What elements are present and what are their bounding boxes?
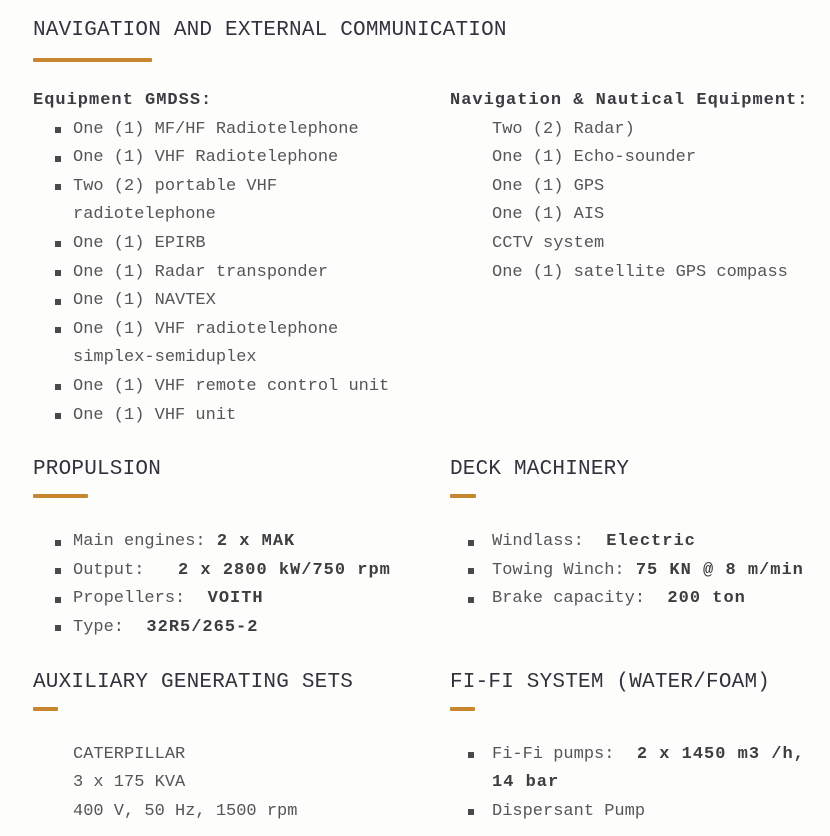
square-bullet-icon — [468, 540, 474, 546]
list-item — [33, 528, 450, 557]
item-value: 200 ton — [645, 589, 746, 609]
item-label: Output: — [73, 560, 145, 580]
square-bullet-icon — [55, 127, 61, 133]
section-propulsion — [33, 458, 450, 642]
square-bullet-icon — [55, 270, 61, 276]
item-text: Two (2) portable VHF — [73, 176, 278, 196]
square-bullet-icon — [468, 597, 474, 603]
item-text: One (1) EPIRB — [73, 233, 206, 253]
list-item: One (1) Echo-sounder — [492, 148, 697, 168]
section-deck-machinery — [450, 458, 820, 614]
fifi-heading: FI-FI SYSTEM (WATER/FOAM) — [450, 670, 771, 694]
fifi-underline — [450, 707, 475, 711]
item-text: One (1) MF/HF Radiotelephone — [73, 119, 359, 139]
auxiliary-heading: AUXILIARY GENERATING SETS — [33, 670, 354, 694]
list-item — [450, 557, 820, 586]
square-bullet-icon — [55, 384, 61, 390]
square-bullet-icon — [468, 568, 474, 574]
list-item: One (1) satellite GPS compass — [492, 262, 788, 282]
item-text — [73, 585, 450, 614]
item-text — [73, 528, 450, 557]
square-bullet-icon — [55, 299, 61, 305]
item-label: Fi-Fi pumps: — [492, 744, 615, 764]
item-text: One (1) NAVTEX — [73, 291, 216, 311]
list-item — [33, 116, 450, 145]
list-item: Two (2) Radar) — [492, 119, 635, 139]
gmdss-list — [33, 116, 450, 431]
page-title: NAVIGATION AND EXTERNAL COMMUNICATION — [33, 19, 507, 42]
item-value: 32R5/265-2 — [124, 617, 259, 637]
item-text: One (1) VHF radiotelephone — [73, 319, 339, 339]
list-item — [450, 528, 820, 557]
square-bullet-icon — [55, 568, 61, 574]
item-text — [492, 798, 820, 827]
item-text — [73, 557, 450, 586]
item-text: One (1) VHF Radiotelephone — [73, 148, 339, 168]
list-item — [33, 402, 450, 431]
item-value: 2 x MAK — [205, 532, 296, 552]
square-bullet-icon — [55, 241, 61, 247]
section-nav-nautical — [450, 87, 820, 287]
deck-machinery-heading: DECK MACHINERY — [450, 458, 630, 482]
square-bullet-icon — [55, 327, 61, 333]
propulsion-heading: PROPULSION — [33, 458, 162, 482]
item-text-continued: simplex-semiduplex — [73, 348, 257, 368]
square-bullet-icon — [55, 156, 61, 162]
item-value: VOITH — [185, 589, 264, 609]
list-item — [33, 585, 450, 614]
item-label: Towing Winch: — [492, 560, 625, 580]
page-header — [33, 20, 820, 62]
item-label: Dispersant Pump — [492, 801, 646, 821]
list-item — [33, 557, 450, 586]
item-label: Brake capacity: — [492, 589, 646, 609]
list-item — [33, 614, 450, 643]
auxiliary-list — [33, 741, 450, 827]
propulsion-list — [33, 528, 450, 642]
list-item — [33, 287, 450, 316]
item-label: Main engines: — [73, 532, 206, 552]
list-item — [33, 173, 450, 230]
item-text — [73, 614, 450, 643]
item-value: Electric — [583, 532, 696, 552]
item-text — [492, 528, 820, 557]
list-item: 3 x 175 KVA — [73, 773, 186, 793]
item-label: Windlass: — [492, 532, 584, 552]
list-item — [33, 259, 450, 288]
square-bullet-icon — [55, 184, 61, 190]
list-item: One (1) AIS — [492, 205, 605, 225]
list-item: CATERPILLAR — [73, 744, 186, 764]
list-item — [33, 316, 450, 373]
section-auxiliary — [33, 671, 450, 827]
square-bullet-icon — [468, 752, 474, 758]
item-text — [492, 741, 820, 798]
list-item — [450, 741, 820, 798]
item-text: One (1) VHF unit — [73, 405, 237, 425]
title-underline — [33, 58, 152, 62]
list-item — [450, 798, 820, 827]
nav-nautical-list — [450, 116, 820, 288]
section-gmdss — [33, 87, 450, 430]
gmdss-heading: Equipment GMDSS: — [33, 91, 213, 110]
list-item — [33, 373, 450, 402]
auxiliary-underline — [33, 707, 58, 711]
square-bullet-icon — [55, 540, 61, 546]
fifi-list — [450, 741, 820, 827]
section-fifi — [450, 671, 820, 827]
item-text — [492, 585, 820, 614]
square-bullet-icon — [468, 809, 474, 815]
list-item: CCTV system — [492, 233, 605, 253]
item-value: 2 x 1450 m3 /h, — [614, 744, 805, 764]
item-value: 75 KN @ 8 m/min — [624, 560, 804, 580]
list-item — [33, 144, 450, 173]
item-label: Propellers: — [73, 589, 186, 609]
item-value-continued: 14 bar — [492, 773, 560, 793]
deck-machinery-underline — [450, 494, 476, 498]
item-label: Type: — [73, 617, 125, 637]
item-value: 2 x 2800 kW/750 rpm — [144, 560, 391, 580]
deck-machinery-list — [450, 528, 820, 614]
list-item — [33, 230, 450, 259]
sections-grid — [33, 87, 820, 826]
item-text — [492, 557, 820, 586]
square-bullet-icon — [55, 625, 61, 631]
item-text: One (1) VHF remote control unit — [73, 376, 390, 396]
nav-nautical-heading: Navigation & Nautical Equipment: — [450, 91, 809, 110]
square-bullet-icon — [55, 597, 61, 603]
list-item: 400 V, 50 Hz, 1500 rpm — [73, 801, 298, 821]
item-text: One (1) Radar transponder — [73, 262, 329, 282]
propulsion-underline — [33, 494, 88, 498]
list-item — [450, 585, 820, 614]
square-bullet-icon — [55, 413, 61, 419]
item-text-continued: radiotelephone — [73, 205, 216, 225]
list-item: One (1) GPS — [492, 176, 605, 196]
